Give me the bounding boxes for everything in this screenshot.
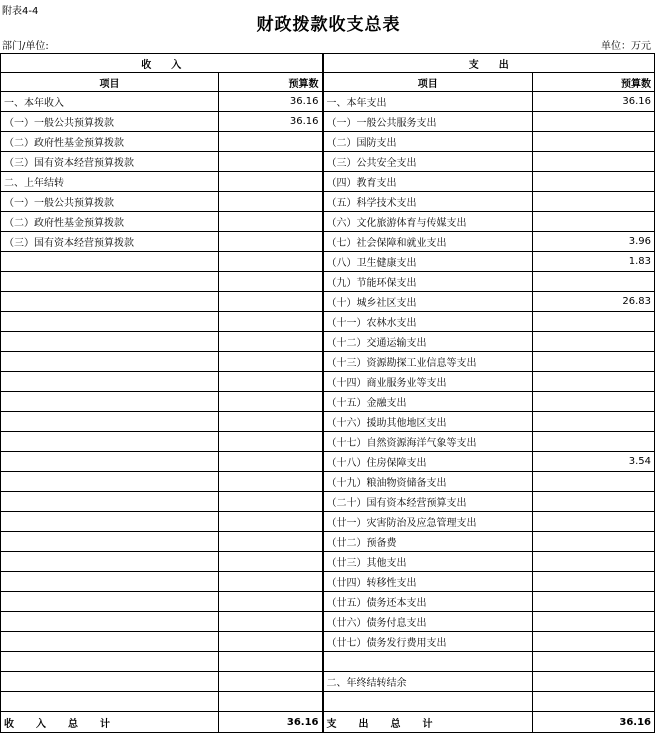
section-header-row [1,54,655,73]
expense-value-cell [533,592,655,612]
income-value-cell [219,292,323,312]
income-item-cell: （二）政府性基金预算拨款 [1,132,219,152]
income-item-cell [1,532,219,552]
income-item-cell: （一）一般公共预算拨款 [1,192,219,212]
table-row [1,332,655,352]
income-item-cell [1,692,219,712]
expense-value-cell [533,272,655,292]
expense-value-cell [533,152,655,172]
expense-item-cell: （廿六）债务付息支出 [323,612,533,632]
income-item-cell [1,332,219,352]
income-value-cell: 36.16 [219,92,323,112]
income-value-cell [219,372,323,392]
table-row [1,352,655,372]
income-value-cell [219,212,323,232]
expense-value-cell: 1.83 [533,252,655,272]
expense-value-cell: 3.96 [533,232,655,252]
income-value-cell [219,552,323,572]
expense-item-cell: （十五）金融支出 [323,392,533,412]
expense-item-cell: （十四）商业服务业等支出 [323,372,533,392]
table-row [1,592,655,612]
expense-item-cell: （二十）国有资本经营预算支出 [323,492,533,512]
income-value-cell [219,672,323,692]
table-row [1,112,655,132]
income-item-cell: （一）一般公共预算拨款 [1,112,219,132]
income-section-header: 收 入 [1,54,323,73]
income-value-cell [219,172,323,192]
table-row [1,192,655,212]
expense-value-cell [533,512,655,532]
table-row [1,92,655,112]
income-value-cell [219,652,323,672]
expense-value-cell [533,392,655,412]
expense-item-cell: （四）教育支出 [323,172,533,192]
expense-value-cell [533,172,655,192]
appendix-ref: 附表4-4 [2,6,39,17]
expense-item-cell: （廿四）转移性支出 [323,572,533,592]
table-row [1,652,655,672]
income-item-cell: （三）国有资本经营预算拨款 [1,232,219,252]
expense-item-cell: （五）科学技术支出 [323,192,533,212]
expense-value-cell [533,332,655,352]
income-item-header: 项目 [1,73,219,92]
expense-item-cell: （廿五）债务还本支出 [323,592,533,612]
expense-value-cell: 26.83 [533,292,655,312]
expense-item-cell: （二）国防支出 [323,132,533,152]
expense-item-cell [323,692,533,712]
table-row [1,432,655,452]
expense-value-cell [533,132,655,152]
expense-value-cell [533,212,655,232]
expense-item-cell: （十）城乡社区支出 [323,292,533,312]
income-item-cell: （三）国有资本经营预算拨款 [1,152,219,172]
expense-value-cell [533,492,655,512]
income-value-cell [219,592,323,612]
expense-total-label: 支出总计 [323,712,533,733]
table-row [1,232,655,252]
income-value-cell: 36.16 [219,112,323,132]
income-total-value: 36.16 [219,712,323,733]
table-row [1,272,655,292]
table-row [1,552,655,572]
expense-item-cell: （一）一般公共服务支出 [323,112,533,132]
table-row [1,512,655,532]
income-item-cell [1,372,219,392]
table-row [1,632,655,652]
expense-item-cell: （十八）住房保障支出 [323,452,533,472]
income-total-label: 收入总计 [1,712,219,733]
expense-value-cell [533,192,655,212]
expense-value-cell [533,552,655,572]
income-item-cell [1,552,219,572]
income-value-cell [219,332,323,352]
income-value-cell [219,272,323,292]
income-value-cell [219,352,323,372]
expense-value-cell: 3.54 [533,452,655,472]
table-row [1,612,655,632]
expense-item-cell: （廿三）其他支出 [323,552,533,572]
income-item-cell [1,392,219,412]
table-row [1,172,655,192]
table-row [1,372,655,392]
expense-value-cell [533,472,655,492]
income-value-cell [219,132,323,152]
income-value-cell [219,192,323,212]
totals-row [1,712,655,733]
expense-item-cell: （廿一）灾害防治及应急管理支出 [323,512,533,532]
expense-value-cell [533,352,655,372]
expense-value-cell [533,112,655,132]
income-value-cell [219,452,323,472]
table-row [1,212,655,232]
department-label: 部门/单位: [2,41,49,52]
expense-value-cell [533,572,655,592]
income-value-cell [219,532,323,552]
income-item-cell [1,252,219,272]
expense-item-cell: （十一）农林水支出 [323,312,533,332]
income-value-cell [219,572,323,592]
table-row [1,252,655,272]
table-row [1,452,655,472]
income-value-cell [219,252,323,272]
income-item-cell [1,632,219,652]
unit-label: 单位：万元 [601,41,651,52]
expense-item-cell: （八）卫生健康支出 [323,252,533,272]
table-row [1,692,655,712]
income-value-cell [219,492,323,512]
table-row [1,532,655,552]
expense-value-cell [533,412,655,432]
expense-item-cell: （廿二）预备费 [323,532,533,552]
income-value-cell [219,412,323,432]
expense-value-cell [533,312,655,332]
income-item-cell [1,352,219,372]
expense-value-cell [533,612,655,632]
expense-item-header: 项目 [323,73,533,92]
expense-section-header: 支 出 [323,54,655,73]
income-value-cell [219,392,323,412]
expense-item-cell: （十二）交通运输支出 [323,332,533,352]
income-item-cell [1,432,219,452]
expense-value-cell [533,432,655,452]
table-row [1,152,655,172]
expense-total-value: 36.16 [533,712,655,733]
table-row [1,292,655,312]
expense-value-cell: 36.16 [533,92,655,112]
table-row [1,312,655,332]
income-value-cell [219,152,323,172]
income-item-cell [1,312,219,332]
income-value-cell [219,432,323,452]
income-value-cell [219,612,323,632]
income-budget-header: 预算数 [219,73,323,92]
budget-table [0,53,655,733]
table-row [1,412,655,432]
income-value-cell [219,692,323,712]
expense-item-cell: （九）节能环保支出 [323,272,533,292]
column-header-row [1,73,655,92]
income-value-cell [219,512,323,532]
income-item-cell [1,592,219,612]
expense-item-cell: （十九）粮油物资储备支出 [323,472,533,492]
expense-value-cell [533,532,655,552]
income-item-cell [1,672,219,692]
expense-item-cell: 一、本年支出 [323,92,533,112]
table-row [1,392,655,412]
expense-item-cell: （三）公共安全支出 [323,152,533,172]
page-title: 财政拨款收支总表 [256,15,401,35]
expense-item-cell: （六）文化旅游体育与传媒支出 [323,212,533,232]
expense-value-cell [533,632,655,652]
income-item-cell [1,572,219,592]
expense-item-cell [323,652,533,672]
expense-value-cell [533,692,655,712]
expense-item-cell: 二、年终结转结余 [323,672,533,692]
expense-item-cell: （十七）自然资源海洋气象等支出 [323,432,533,452]
income-value-cell [219,632,323,652]
expense-item-cell: （十六）援助其他地区支出 [323,412,533,432]
income-item-cell [1,492,219,512]
table-row [1,472,655,492]
income-item-cell: 一、本年收入 [1,92,219,112]
income-item-cell [1,512,219,532]
income-item-cell [1,652,219,672]
expense-item-cell: （廿七）债务发行费用支出 [323,632,533,652]
income-item-cell [1,452,219,472]
income-value-cell [219,472,323,492]
table-row [1,132,655,152]
income-value-cell [219,312,323,332]
expense-value-cell [533,372,655,392]
table-row [1,672,655,692]
table-row [1,572,655,592]
expense-item-cell: （十三）资源勘探工业信息等支出 [323,352,533,372]
table-row [1,492,655,512]
expense-item-cell: （七）社会保障和就业支出 [323,232,533,252]
income-item-cell: 二、上年结转 [1,172,219,192]
income-value-cell [219,232,323,252]
expense-budget-header: 预算数 [533,73,655,92]
income-item-cell [1,272,219,292]
income-item-cell [1,612,219,632]
income-item-cell: （二）政府性基金预算拨款 [1,212,219,232]
income-item-cell [1,472,219,492]
income-item-cell [1,412,219,432]
expense-value-cell [533,652,655,672]
income-item-cell [1,292,219,312]
expense-value-cell [533,672,655,692]
